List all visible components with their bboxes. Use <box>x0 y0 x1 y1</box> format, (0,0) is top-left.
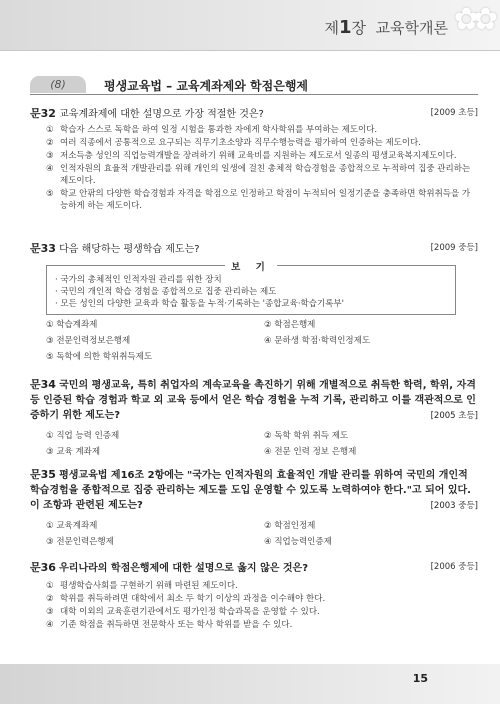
page-footer <box>0 664 500 704</box>
chapter-prefix: 제 <box>324 19 339 37</box>
example-box-title: 보 기 <box>225 262 277 273</box>
question-33 <box>30 241 478 363</box>
question-number: 문32 <box>30 107 56 120</box>
question-text: 다음 해당하는 평생학습 제도는? <box>59 244 200 255</box>
option-item[interactable]: ② 독학 학위 취득 제도 <box>264 431 349 441</box>
option-item[interactable]: ③ 저소득층 성인의 직업능력개발을 장려하기 위해 교육비를 지원하는 제도로서 일종의 평생교육복지제도이다. <box>46 151 457 161</box>
question-text: 교육계좌제에 대한 설명으로 가장 적절한 것은? <box>59 109 264 120</box>
option-item[interactable]: ① 평생학습사회를 구현하기 위해 마련된 제도이다. <box>46 581 238 591</box>
option-item[interactable]: ① 학습계좌제 <box>46 320 98 330</box>
option-grid <box>46 520 478 548</box>
option-item[interactable]: ③ 전문인력은행제 <box>46 537 114 547</box>
chapter-title: 교육학개론 <box>375 19 448 37</box>
chapter-number: 1 <box>338 17 352 38</box>
exam-tag: [2009 중등] <box>430 243 478 253</box>
option-item[interactable]: ① 직업 능력 인증제 <box>46 431 120 441</box>
question-36 <box>30 560 478 632</box>
option-item[interactable]: ② 학점은행제 <box>264 320 316 330</box>
option-item[interactable]: ② 학점인정제 <box>264 521 316 531</box>
question-34 <box>30 377 478 458</box>
page-header <box>0 0 500 51</box>
question-number: 문36 <box>30 561 56 574</box>
chapter-heading <box>324 17 448 38</box>
chapter-suffix: 장 <box>351 19 366 37</box>
option-item[interactable]: ④ 전문 인력 정보 은행제 <box>264 447 357 457</box>
example-line: · 국가의 총체적인 인적자원 관리를 위한 장치 <box>55 275 222 285</box>
question-text: 국민의 평생교육, 특히 취업자의 계속교육을 촉진하기 위해 개별적으로 취득한 학력, 학위, 자격 등 인증된 학습 경험과 학교 외 교육 등에서 얻은 학습 경험을 누적 기록, 관리하고 이를 객관적으로 인증하기 위한 제도는? <box>30 380 476 421</box>
option-item[interactable]: ③ 전문인력정보은행제 <box>46 336 131 346</box>
option-item[interactable]: ③ 교육 계좌제 <box>46 447 101 457</box>
exam-tag: [2003 중등] <box>430 501 478 511</box>
option-item[interactable]: ⑤ 학교 안팎의 다양한 학습경험과 자격을 학점으로 인정하고 학점이 누적되어 일정기준을 충족하면 학위취득을 가능하게 하는 제도이다. <box>46 189 471 211</box>
section-number: (8) <box>30 76 86 93</box>
page-number: 15 <box>412 672 428 685</box>
option-item[interactable]: ① 학습자 스스로 독학을 하여 일정 시험을 통과한 자에게 학사학위를 부여하는 제도이다. <box>46 125 378 135</box>
option-item[interactable]: ④ 직업능력인증제 <box>264 537 332 547</box>
option-item[interactable]: ⑤ 독학에 의한 학위취득제도 <box>46 352 153 362</box>
example-line: · 모든 성인의 다양한 교육과 학습 활동을 누적·기록하는 '종합교육·학습기록부' <box>55 299 344 309</box>
option-item[interactable]: ① 교육계좌제 <box>46 521 98 531</box>
section-title: 평생교육법 – 교육계좌제와 학점은행제 <box>104 79 309 93</box>
option-item[interactable]: ④ 기준 학점을 취득하면 전문학사 또는 학사 학위를 받을 수 있다. <box>46 620 293 630</box>
option-item[interactable]: ② 학위를 취득하려면 대학에서 최소 두 학기 이상의 과정을 이수해야 한다. <box>46 594 326 604</box>
option-list <box>46 124 478 212</box>
flower-decoration-icon: ✿✿ <box>453 2 492 37</box>
question-text: 평생교육법 제16조 2항에는 "국가는 인적자원의 효율적인 개발 관리를 위하여 국민의 개인적 학습경험을 종합적으로 집중 관리하는 제도를 도입 운영할 수 있도록 노력하여야 한다."고 되어 있다. 이 조항과 관련된 제도는? <box>30 470 471 511</box>
option-list <box>46 580 478 631</box>
option-item[interactable]: ③ 대학 이외의 교육훈련기관에서도 평가인정 학습과목을 운영할 수 있다. <box>46 607 320 617</box>
option-item[interactable]: ② 여러 직종에서 공통적으로 요구되는 직무기초소양과 직무수행능력을 평가하여 인증하는 제도이다. <box>46 138 421 148</box>
example-box <box>46 262 456 315</box>
option-grid <box>46 430 478 458</box>
exam-tag: [2005 초등] <box>430 411 478 421</box>
question-35 <box>30 467 478 548</box>
question-text: 우리나라의 학점은행제에 대한 설명으로 옳지 않은 것은? <box>59 563 308 574</box>
question-number: 문33 <box>30 242 56 255</box>
exam-tag: [2009 초등] <box>430 108 478 118</box>
example-line: · 국민의 개인적 학습 경험을 종합적으로 집중 관리하는 제도 <box>55 287 277 297</box>
question-32 <box>30 106 478 213</box>
section-bar <box>30 76 478 95</box>
question-number: 문34 <box>30 378 56 391</box>
question-number: 문35 <box>30 468 56 481</box>
option-grid <box>46 319 478 363</box>
option-item[interactable]: ④ 문하생 학점·학력인정제도 <box>264 336 371 346</box>
exam-tag: [2006 중등] <box>430 562 478 572</box>
option-item[interactable]: ④ 인적자원의 효율적 개발관리를 위해 개인의 일생에 걸친 총체적 학습경험을 종합적으로 누적하여 집중 관리하는 제도이다. <box>46 164 471 186</box>
